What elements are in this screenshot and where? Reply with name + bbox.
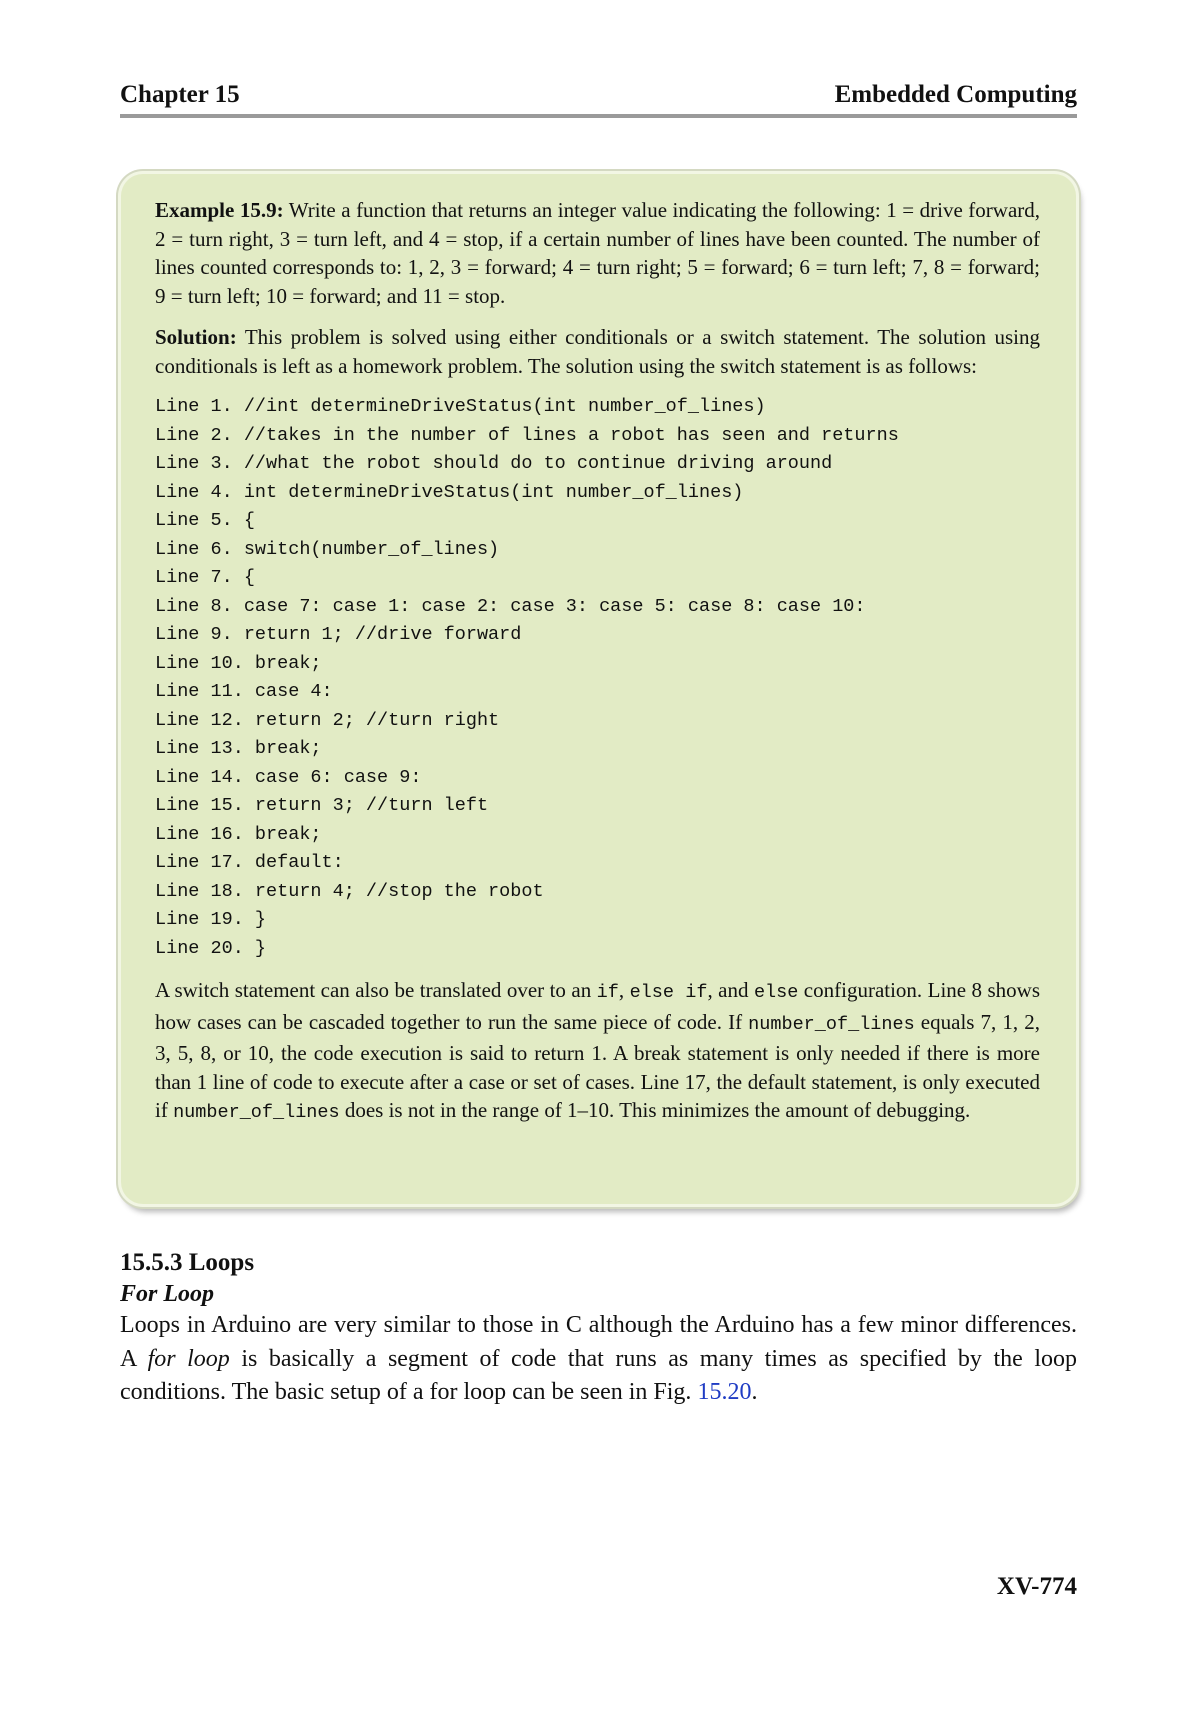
page-number: XV-774	[996, 1573, 1077, 1600]
code-listing	[155, 393, 1040, 963]
subsection-heading: For Loop	[120, 1281, 215, 1307]
closing-text: A switch statement can also be translated over to an	[155, 978, 597, 1002]
code-line: Line 6. switch(number_of_lines)	[155, 538, 500, 560]
body-text: .	[751, 1379, 758, 1405]
inline-code: number_of_lines	[173, 1102, 340, 1123]
example-label: Example 15.9:	[155, 198, 284, 222]
code-line: Line 9. return 1; //drive forward	[155, 624, 522, 645]
closing-text: , and	[707, 978, 754, 1002]
body-paragraph	[120, 1309, 1077, 1410]
chapter-title: Embedded Computing	[834, 81, 1077, 108]
code-line: Line 7. {	[155, 567, 255, 588]
code-line: Line 3. //what the robot should do to continue driving around	[155, 453, 833, 474]
section-heading: 15.5.3 Loops	[120, 1249, 255, 1276]
emphasis-text: for loop	[147, 1345, 230, 1372]
code-line: Line 2. //takes in the number of lines a robot has seen and returns	[155, 424, 899, 446]
figure-link[interactable]: 15.20	[697, 1379, 752, 1405]
code-line: Line 18. return 4; //stop the robot	[155, 880, 544, 902]
code-line: Line 16. break;	[155, 823, 322, 845]
example-box	[121, 174, 1076, 1204]
solution-intro	[155, 323, 1040, 380]
code-line: Line 19. }	[155, 909, 267, 930]
code-line: Line 10. break;	[155, 652, 322, 674]
code-line: Line 5. {	[155, 510, 255, 531]
page-header	[120, 80, 1077, 118]
solution-text: This problem is solved using either conditionals or a switch statement. The solution using conditionals is left as a homework problem. The solution using the switch statement is as follows:	[155, 325, 1040, 378]
loops-section	[120, 1247, 1077, 1410]
closing-text: ,	[618, 978, 630, 1002]
closing-text: equals 7, 1, 2, 3, 5, 8, or 10, the code execution is said to return 1. A break statement is only needed if there is more than 1 line of code to execute after a case or set of cases. Line 17, the default statement, is only executed if	[155, 1009, 1040, 1122]
code-line: Line 8. case 7: case 1: case 2: case 3: case 5: case 8: case 10:	[155, 595, 866, 617]
inline-code: number_of_lines	[748, 1013, 915, 1035]
example-statement	[155, 196, 1040, 310]
code-line: Line 12. return 2; //turn right	[155, 709, 500, 731]
closing-text: does is not in the range of 1–10. This minimizes the amount of debugging.	[339, 1098, 971, 1122]
example-text: Write a function that returns an integer value indicating the following: 1 = drive forward, 2 = turn right, 3 = turn left, and 4 = stop, if a certain number of lines have been counted. The number of lines counted corresponds to: 1, 2, 3 = forward; 4 = turn right; 5 = forward; 6 = turn left; 7, 8 = forward; 9 = turn left; 10 = forward; and 11 = stop.	[155, 198, 1041, 308]
code-line: Line 4. int determineDriveStatus(int number_of_lines)	[155, 481, 744, 503]
code-line: Line 13. break;	[155, 738, 322, 759]
closing-text: configuration. Line 8 shows how cases can be cascaded together to run the same piece of code. If	[155, 978, 1041, 1034]
chapter-label: Chapter 15	[120, 81, 240, 108]
body-text: is basically a segment of code that runs as many times as specified by the loop conditions. The basic setup of a for loop can be seen in Fig.	[120, 1345, 1077, 1405]
inline-code: else	[753, 982, 799, 1003]
example-closing	[155, 976, 1040, 1128]
solution-label: Solution:	[155, 325, 237, 349]
code-line: Line 17. default:	[155, 852, 344, 873]
code-line: Line 14. case 6: case 9:	[155, 766, 422, 788]
code-line: Line 20. }	[155, 937, 267, 959]
code-line: Line 15. return 3; //turn left	[155, 795, 489, 816]
inline-code: if	[596, 982, 619, 1003]
inline-code: else if	[629, 982, 708, 1003]
code-line: Line 1. //int determineDriveStatus(int number_of_lines)	[155, 396, 766, 417]
code-line: Line 11. case 4:	[155, 681, 333, 702]
body-text: Loops in Arduino are very similar to those in C although the Arduino has a few minor differences. A	[120, 1312, 1077, 1372]
